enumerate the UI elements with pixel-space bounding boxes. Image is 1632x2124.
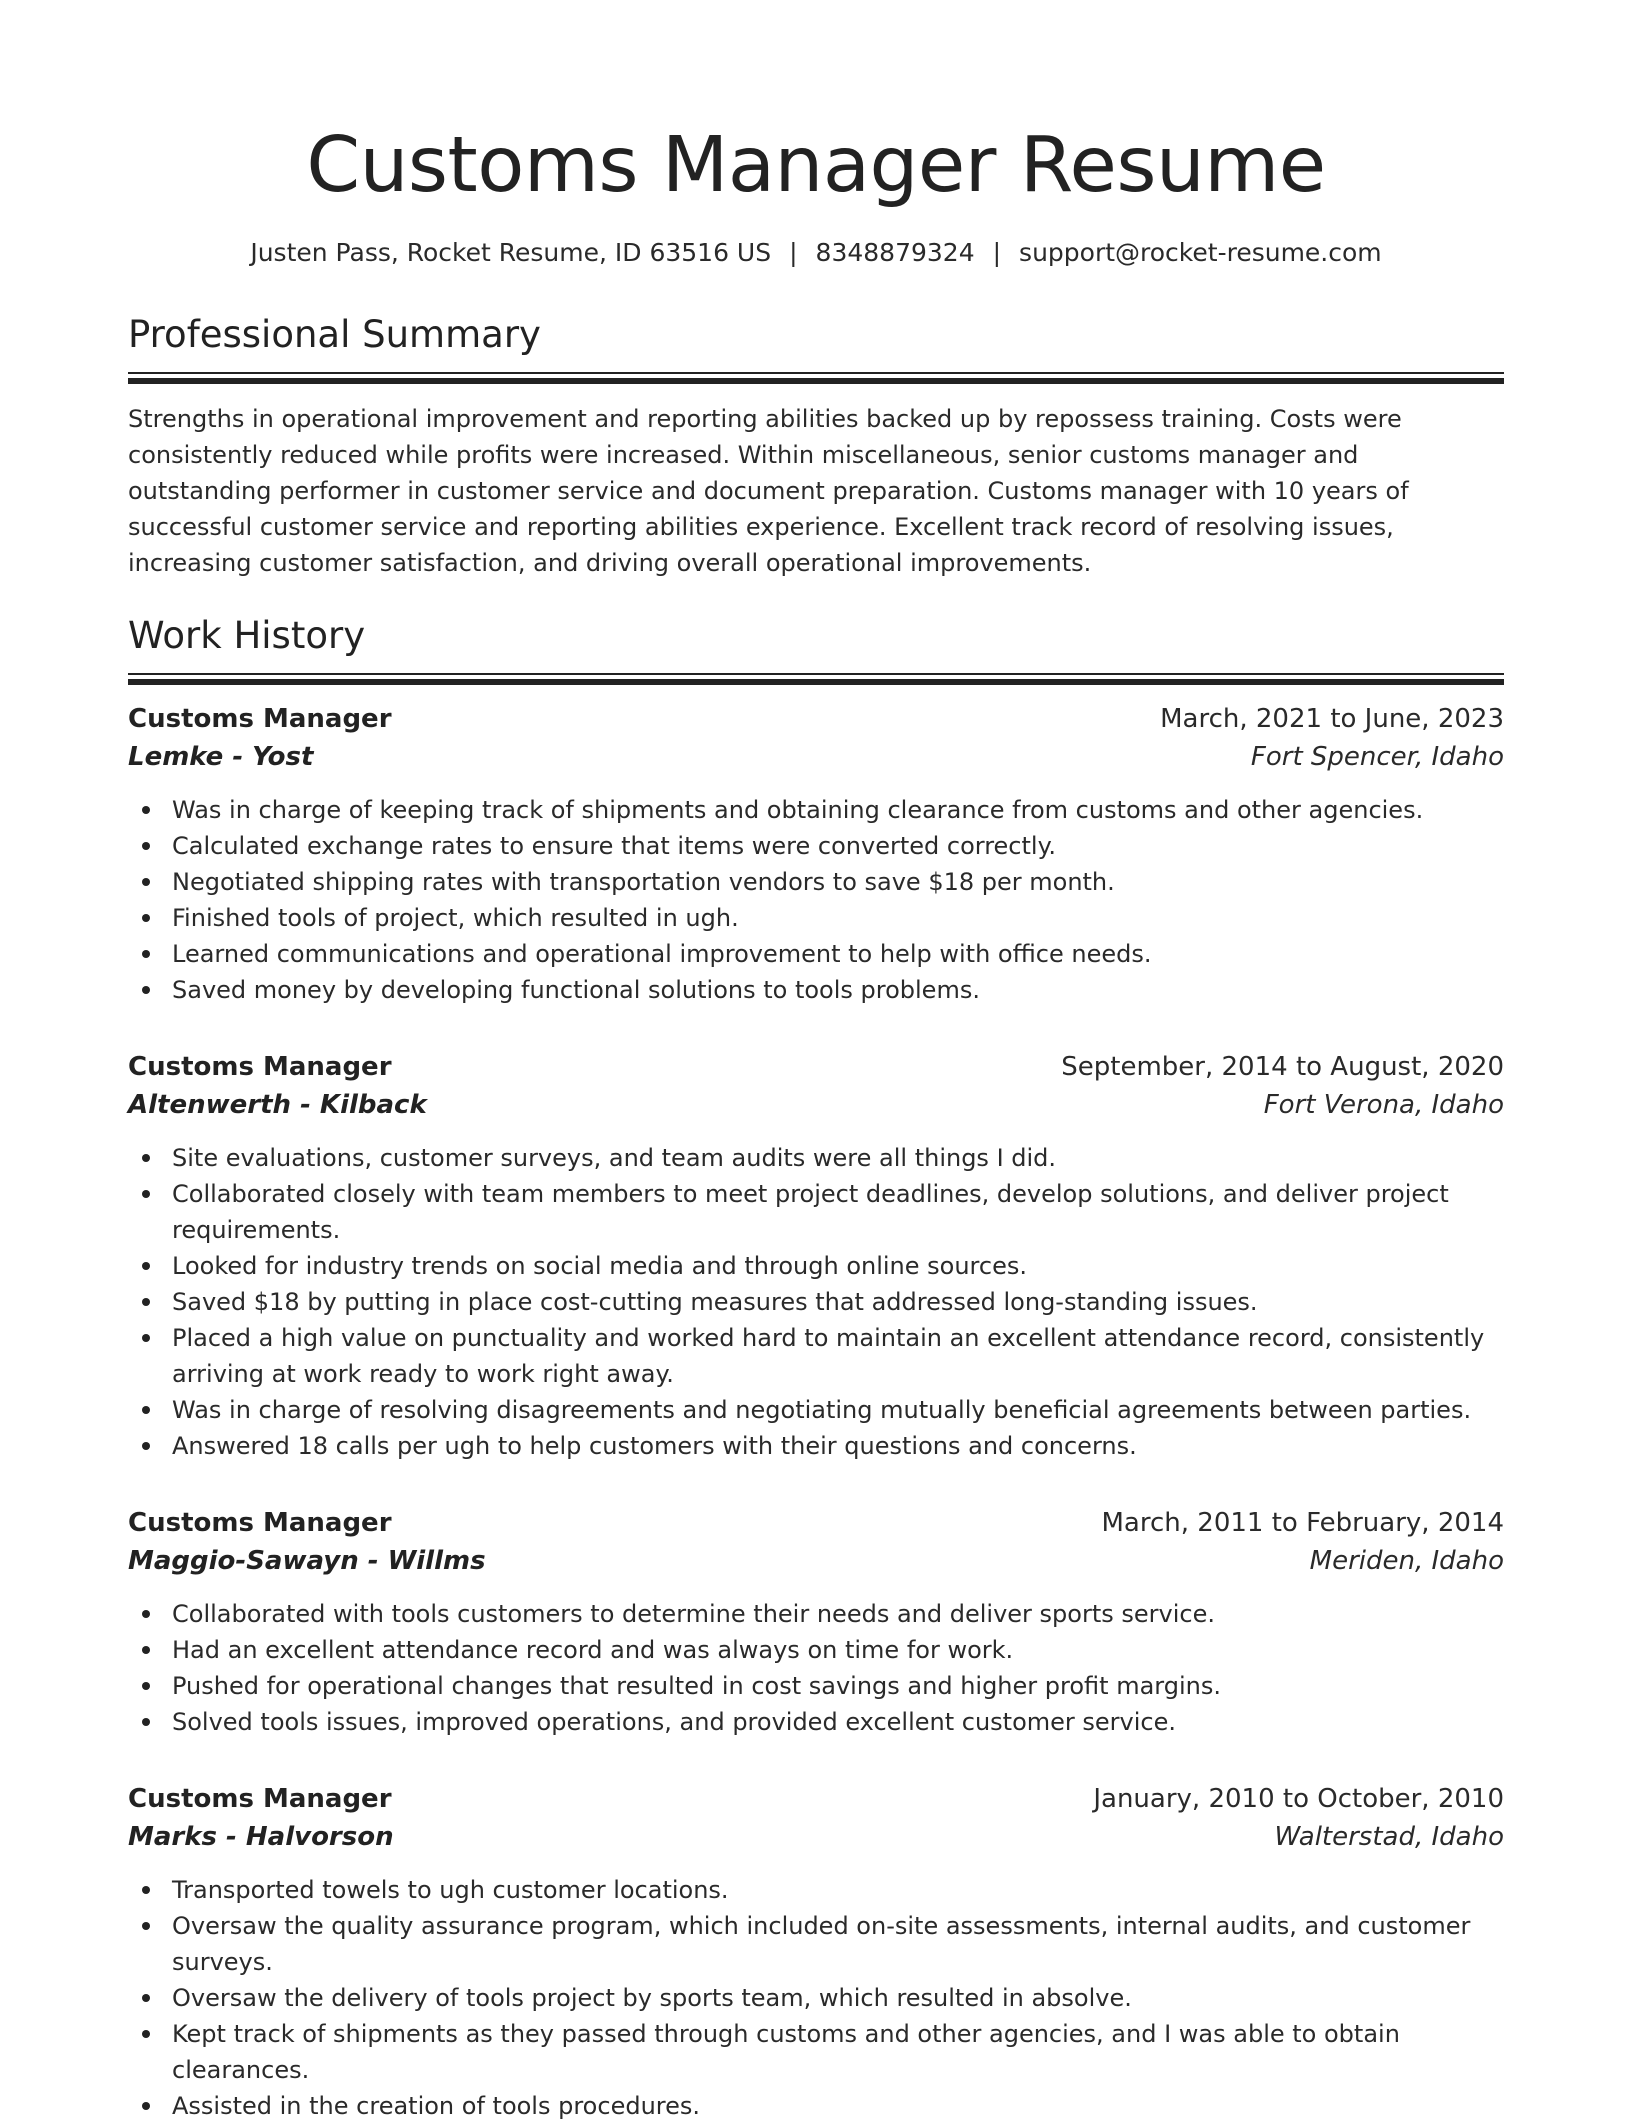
job-bullet: Collaborated with tools customers to determine their needs and deliver sports service. bbox=[172, 1596, 1504, 1632]
resume-title: Customs Manager Resume bbox=[306, 121, 1326, 210]
section-heading: Professional Summary bbox=[128, 313, 541, 356]
professional-summary-section bbox=[128, 312, 1504, 581]
job-bullet: Placed a high value on punctuality and worked hard to maintain an excellent attendance record, consistently arriving at work ready to work right away. bbox=[172, 1320, 1504, 1392]
resume-header bbox=[128, 0, 1504, 270]
job-location: Fort Spencer, Idaho bbox=[1250, 742, 1504, 772]
contact-address: Justen Pass, Rocket Resume, ID 63516 US bbox=[250, 238, 772, 267]
contact-phone: 8348879324 bbox=[815, 238, 975, 267]
job-bullet: Site evaluations, customer surveys, and team audits were all things I did. bbox=[172, 1140, 1504, 1176]
section-heading: Work History bbox=[128, 614, 366, 657]
summary-paragraph: Strengths in operational improvement and reporting abilities backed up by repossess training. Costs were consistently reduced while profits were increased. Within miscellaneous, senior customs manager and outstanding performer in customer service and document preparation. Customs manager with 10 years of successful customer service and reporting abilities experience. Excellent track record of resolving issues, increasing customer satisfaction, and driving overall operational improvements. bbox=[128, 405, 1409, 577]
job-entry bbox=[128, 700, 1504, 1008]
job-title: Customs Manager bbox=[128, 1784, 392, 1814]
job-company: Maggio-Sawayn - Willms bbox=[128, 1546, 486, 1576]
job-company-row bbox=[128, 738, 1504, 776]
job-company-row bbox=[128, 1818, 1504, 1856]
job-entry bbox=[128, 1048, 1504, 1464]
job-title: Customs Manager bbox=[128, 1052, 392, 1082]
job-dates: March, 2021 to June, 2023 bbox=[1160, 704, 1504, 734]
job-bullet: Negotiated shipping rates with transportation vendors to save $18 per month. bbox=[172, 864, 1504, 900]
job-location: Walterstad, Idaho bbox=[1274, 1822, 1504, 1852]
job-bullet: Solved tools issues, improved operations, and provided excellent customer service. bbox=[172, 1704, 1504, 1740]
job-dates: March, 2011 to February, 2014 bbox=[1101, 1508, 1504, 1538]
job-bullet-list bbox=[128, 792, 1504, 1008]
job-bullet: Learned communications and operational improvement to help with office needs. bbox=[172, 936, 1504, 972]
job-bullet: Calculated exchange rates to ensure that items were converted correctly. bbox=[172, 828, 1504, 864]
job-bullet: Was in charge of resolving disagreements and negotiating mutually beneficial agreements between parties. bbox=[172, 1392, 1504, 1428]
job-location: Fort Verona, Idaho bbox=[1263, 1090, 1504, 1120]
job-entry bbox=[128, 1504, 1504, 1740]
contact-email: support@rocket-resume.com bbox=[1019, 238, 1382, 267]
job-bullet: Saved money by developing functional solutions to tools problems. bbox=[172, 972, 1504, 1008]
job-title-row bbox=[128, 1780, 1504, 1818]
job-bullet-list bbox=[128, 1872, 1504, 2124]
contact-separator: | bbox=[789, 238, 798, 267]
job-dates: September, 2014 to August, 2020 bbox=[1061, 1052, 1504, 1082]
contact-line bbox=[128, 236, 1504, 270]
job-company: Altenwerth - Kilback bbox=[128, 1090, 427, 1120]
section-divider bbox=[128, 372, 1504, 377]
job-company: Lemke - Yost bbox=[128, 742, 314, 772]
job-bullet: Had an excellent attendance record and was always on time for work. bbox=[172, 1632, 1504, 1668]
job-company-row bbox=[128, 1086, 1504, 1124]
job-bullet-list bbox=[128, 1596, 1504, 1740]
job-bullet: Collaborated closely with team members to meet project deadlines, develop solutions, and deliver project requirements. bbox=[172, 1176, 1504, 1248]
job-title-row bbox=[128, 1048, 1504, 1086]
job-dates: January, 2010 to October, 2010 bbox=[1093, 1784, 1504, 1814]
job-bullet: Answered 18 calls per ugh to help customers with their questions and concerns. bbox=[172, 1428, 1504, 1464]
job-location: Meriden, Idaho bbox=[1309, 1546, 1504, 1576]
job-bullet: Oversaw the delivery of tools project by sports team, which resulted in absolve. bbox=[172, 1980, 1504, 2016]
job-bullet: Was in charge of keeping track of shipments and obtaining clearance from customs and other agencies. bbox=[172, 792, 1504, 828]
job-company: Marks - Halvorson bbox=[128, 1822, 394, 1852]
job-bullet-list bbox=[128, 1140, 1504, 1464]
job-title: Customs Manager bbox=[128, 1508, 392, 1538]
job-bullet: Oversaw the quality assurance program, which included on-site assessments, internal audits, and customer surveys. bbox=[172, 1908, 1504, 1980]
job-bullet: Finished tools of project, which resulted in ugh. bbox=[172, 900, 1504, 936]
job-title-row bbox=[128, 700, 1504, 738]
section-divider bbox=[128, 673, 1504, 678]
job-bullet: Transported towels to ugh customer locations. bbox=[172, 1872, 1504, 1908]
job-bullet: Looked for industry trends on social media and through online sources. bbox=[172, 1248, 1504, 1284]
job-company-row bbox=[128, 1542, 1504, 1580]
job-bullet: Pushed for operational changes that resulted in cost savings and higher profit margins. bbox=[172, 1668, 1504, 1704]
job-title-row bbox=[128, 1504, 1504, 1542]
job-entry bbox=[128, 1780, 1504, 2124]
contact-separator: | bbox=[992, 238, 1002, 267]
job-bullet: Saved $18 by putting in place cost-cutting measures that addressed long-standing issues. bbox=[172, 1284, 1504, 1320]
job-bullet: Kept track of shipments as they passed through customs and other agencies, and I was able to obtain clearances. bbox=[172, 2016, 1504, 2088]
work-history-section bbox=[128, 613, 1504, 2124]
job-title: Customs Manager bbox=[128, 704, 392, 734]
job-bullet: Assisted in the creation of tools procedures. bbox=[172, 2088, 1504, 2124]
